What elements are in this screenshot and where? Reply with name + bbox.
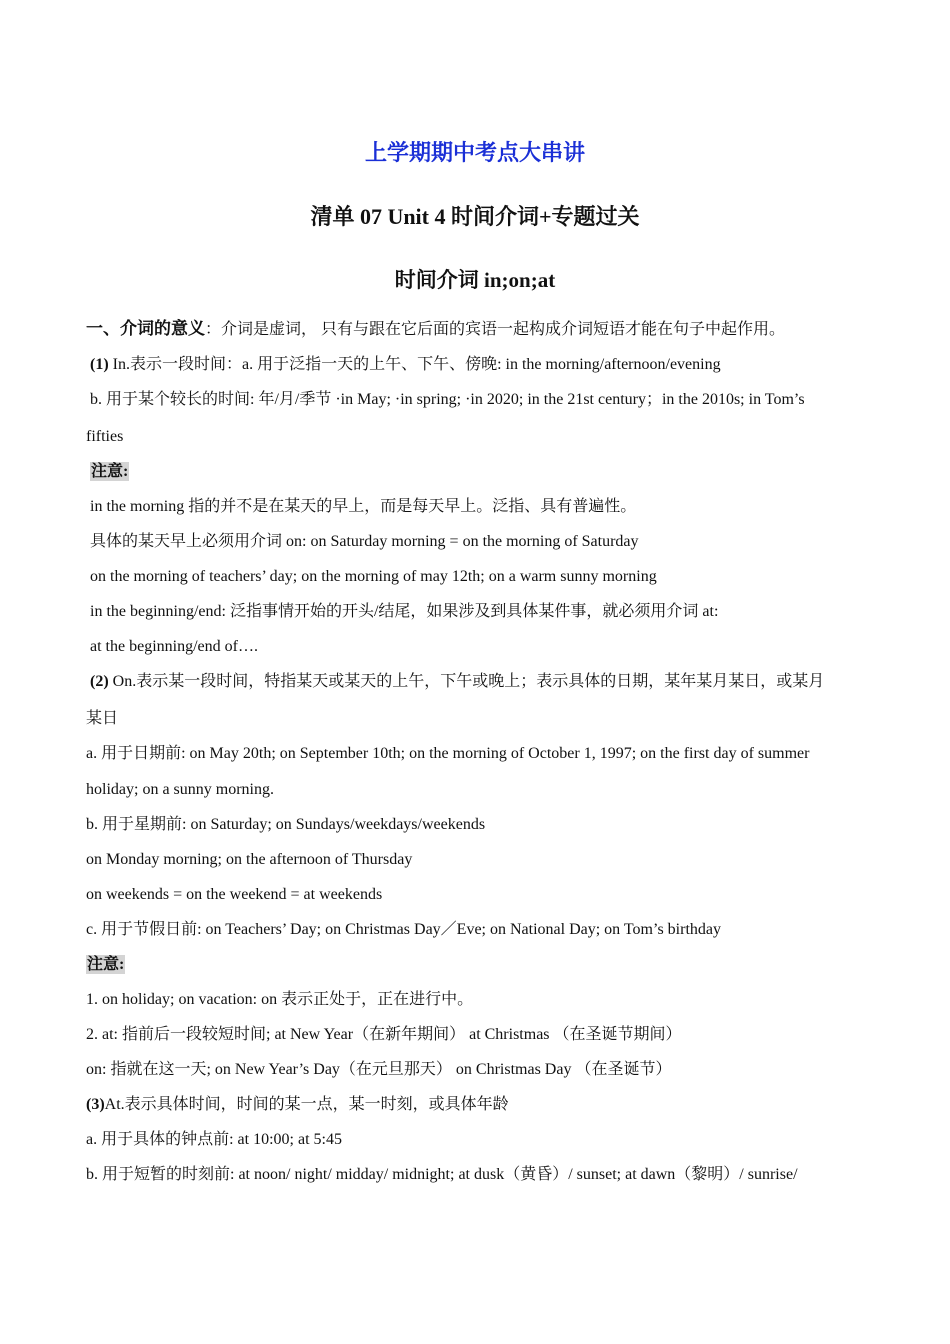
on-line-1 [90,671,880,693]
section-1-colon: ： [205,321,222,338]
note-1-line-3: on the morning of teachers’ day; on the morning of may 12th; on a warm sunny morning [90,568,657,585]
on-number: (2) [90,673,109,690]
note-1-line-4: in the beginning/end: 泛指事情开始的开头/结尾，如果涉及到具体某件事，就必须用介词 at: [90,603,719,620]
on-line-3: a. 用于日期前: on May 20th; on September 10th; on the morning of October 1, 1997; on the first day of summer [86,745,810,762]
note-2-line-3: on: 指就在这一天; on New Year’s Day（在元旦那天） on Christmas Day （在圣诞节） [86,1061,672,1078]
in-text-1: In.表示一段时间：a. 用于泛指一天的上午、下午、傍晚: in the morning/afternoon/evening [108,356,721,373]
at-line-2: a. 用于具体的钟点前: at 10:00; at 5:45 [86,1131,342,1148]
on-text-1: On.表示某一段时间，特指某天或某天的上午，下午或晚上；表示具体的日期，某年某月某日，或某月 [108,673,825,690]
section-1-heading: 一、介词的意义 [86,319,205,338]
on-line-5: b. 用于星期前: on Saturday; on Sundays/weekdays/weekends [86,816,486,833]
note-1-line-1: in the morning 指的并不是在某天的早上，而是每天早上。泛指、具有普遍性。 [90,498,637,515]
sub-title: 清单 07 Unit 4 时间介词+专题过关 [310,204,640,229]
note-1-label-line [90,461,880,483]
on-line-8: c. 用于节假日前: on Teachers’ Day; on Christmas Day／Eve; on National Day; on Tom’s birthday [86,921,721,938]
note-2-label-line [86,954,876,976]
on-line-6: on Monday morning; on the afternoon of Thursday [86,851,413,868]
note-1-line-2: 具体的某天早上必须用介词 on: on Saturday morning = on the morning of Saturday [90,533,639,550]
on-line-7: on weekends = on the weekend = at weekends [86,886,383,903]
note-2-line-2: 2. at: 指前后一段较短时间; at New Year（在新年期间） at Christmas （在圣诞节期间） [86,1026,682,1043]
note-2-line-1: 1. on holiday; on vacation: on 表示正处于，正在进行中。 [86,991,474,1008]
in-line-1 [90,354,880,376]
on-line-2: 某日 [86,710,119,727]
note-2-label: 注意: [87,956,125,973]
at-number: (3) [86,1096,105,1113]
in-number: (1) [90,356,109,373]
on-line-4: holiday; on a sunny morning. [86,781,274,798]
at-line-1 [86,1094,876,1116]
main-title: 上学期期中考点大串讲 [364,141,585,166]
at-line-3: b. 用于短暂的时刻前: at noon/ night/ midday/ midnight; at dusk（黄昏）/ sunset; at dawn（黎明）/ sunrise/ [86,1166,798,1183]
section-1-line [86,318,876,341]
note-1-label: 注意: [91,463,129,480]
topic-title: 时间介词 in;on;at [394,268,556,292]
in-line-3: fifties [86,428,124,445]
note-1-line-5: at the beginning/end of…. [90,638,258,655]
section-1-text: 介词是虚词， 只有与跟在它后面的宾语一起构成介词短语才能在句子中起作用。 [221,321,786,338]
at-text-1: At.表示具体时间，时间的某一点，某一时刻，或具体年龄 [104,1096,509,1113]
in-line-2: b. 用于某个较长的时间: 年/月/季节 ·in May; ·in spring; ·in 2020; in the 21st century；in the 2010s; in Tom’s [90,391,805,408]
